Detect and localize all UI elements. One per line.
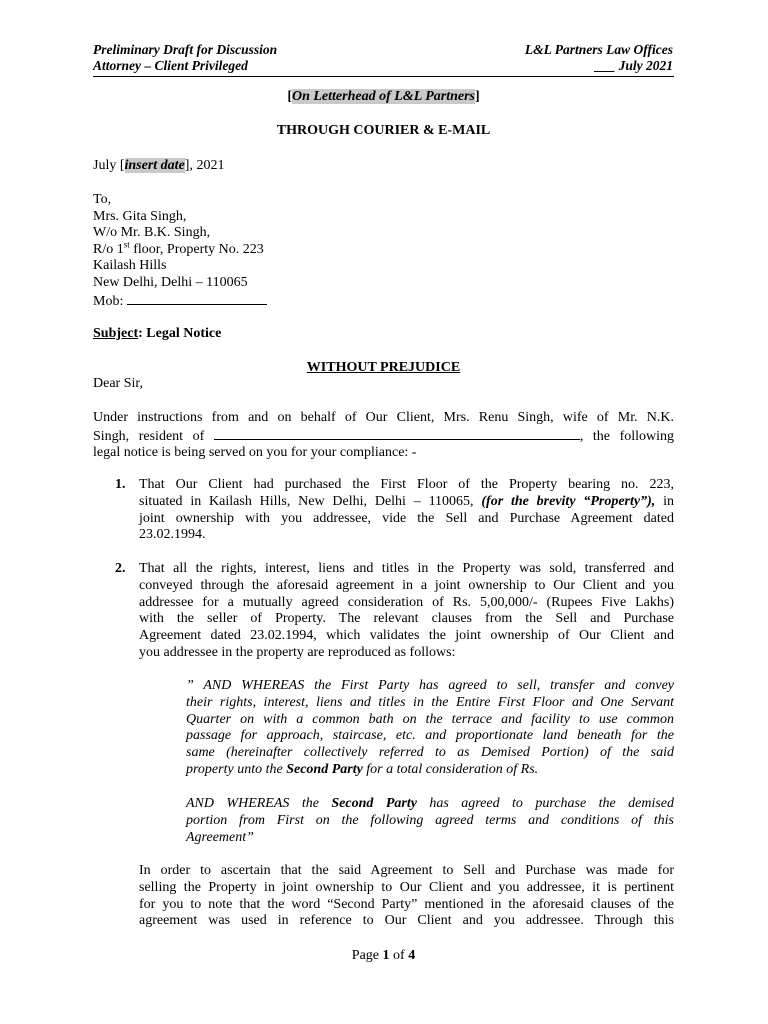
- header-privilege-label: Attorney – Client Privileged: [93, 58, 248, 73]
- header-date: ___ July 2021: [594, 58, 673, 73]
- letterhead-placeholder: On Letterhead of L&L Partners: [291, 89, 476, 104]
- recipient-name: Mrs. Gita Singh,: [93, 208, 187, 224]
- recipient-address: To, Mrs. Gita Singh, W/o Mr. B.K. Singh, R/o 1st floor, Property No. 223 Kailash Hills New Delhi, Delhi – 110065 Mob:: [93, 192, 267, 310]
- page-number: Page 1 of 4: [351, 948, 416, 963]
- mobile-line: Mob:: [93, 292, 267, 311]
- intro-paragraph: Under instructions from and on behalf of Our Client, Mrs. Renu Singh, wife of Mr. N.K. Singh, resident of , the following legal notice is being served on you for your compliance: -: [93, 410, 675, 461]
- letter-date: July [insert date], 2021: [93, 158, 225, 173]
- subject-line: Subject: Legal Notice: [93, 326, 222, 341]
- salutation: Dear Sir,: [93, 376, 143, 391]
- item-1-number: 1.: [115, 477, 126, 492]
- without-prejudice-heading: WITHOUT PREJUDICE: [306, 360, 461, 375]
- header-firm-name: L&L Partners Law Offices: [524, 42, 673, 57]
- residence-blank: [214, 427, 580, 440]
- quoted-clause-1: ” AND WHEREAS the First Party has agreed to sell, transfer and convey their rights, interest, liens and titles in the Entire First Floor and One Servant Quarter on with a common bath on the terrace and facility to use common passage for approach, staircase, etc. and proportionate land beneath for the same (hereinafter collectively referred to as Demised Portion) of the said property unto the Second Party for a total consideration of Rs.: [186, 678, 674, 777]
- letterhead-note: [On Letterhead of L&L Partners]: [287, 89, 480, 104]
- header-draft-label: Preliminary Draft for Discussion: [93, 42, 278, 57]
- delivery-method: THROUGH COURIER & E-MAIL: [276, 123, 491, 138]
- continuation-paragraph: In order to ascertain that the said Agreement to Sell and Purchase was made for selling the Property in joint ownership to Our Client and you addressee, it is pertinent for you to note that the word “Second Party” mentioned in the aforesaid clauses of the agreement was used in reference to Our Client and you addressee. Through this: [139, 863, 674, 929]
- item-2-text: That all the rights, interest, liens and titles in the Property was sold, transferred and conveyed through the aforesaid agreement in a joint ownership to Our Client and you addressee for a mutually agreed consideration of Rs. 5,00,000/- (Rupees Five Lakhs) with the seller of Property. The relevant clauses from the Sell and Purchase Agreement dated 23.02.1994, which validates the joint ownership of Our Client and you addressee in the property are reproduced as follows:: [139, 561, 674, 660]
- quoted-clause-2: AND WHEREAS the Second Party has agreed to purchase the demised portion from First on the following agreed terms and conditions of this Agreement”: [186, 796, 675, 845]
- mobile-blank: [127, 292, 267, 305]
- date-placeholder: insert date: [124, 158, 185, 173]
- item-1-text: That Our Client had purchased the First Floor of the Property bearing no. 223, situated in Kailash Hills, New Delhi, Delhi – 110065, (for the brevity “Property”), in joint ownership with you addressee, vide the Sell and Purchase Agreement dated 23.02.1994.: [139, 477, 674, 543]
- header-divider: [93, 76, 674, 77]
- item-2-number: 2.: [115, 561, 126, 576]
